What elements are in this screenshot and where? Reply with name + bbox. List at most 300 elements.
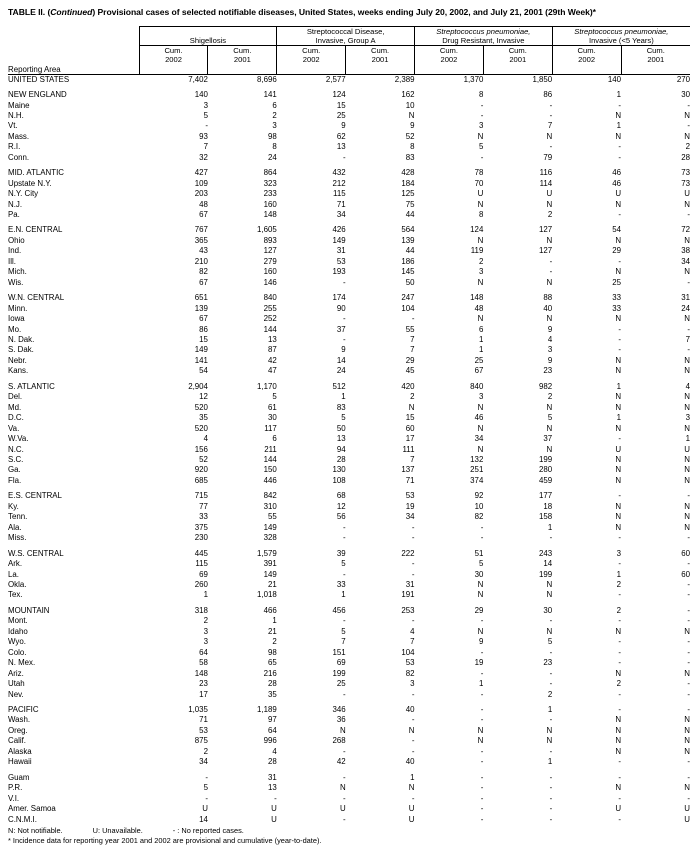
table-row xyxy=(8,335,690,345)
value-cell: 446 xyxy=(263,475,277,485)
header-sub-line1: Cum. xyxy=(302,46,321,56)
value-cell: N xyxy=(477,626,484,636)
value-cell: 73 xyxy=(681,168,690,178)
value-cell: 1 xyxy=(478,679,484,689)
value-cell: - xyxy=(618,793,622,803)
value-cell: 53 xyxy=(405,491,415,501)
value-cell: 9 xyxy=(478,637,484,647)
value-cell: 149 xyxy=(332,235,346,245)
value-cell: 3 xyxy=(547,345,553,355)
value-cell: 52 xyxy=(199,455,208,464)
value-cell: 466 xyxy=(263,605,277,615)
reporting-area-cell: Colo. xyxy=(8,647,27,657)
value-cell: - xyxy=(618,689,622,699)
value-cell: 25 xyxy=(336,679,346,689)
value-cell: 82 xyxy=(405,668,415,678)
value-cell: 2 xyxy=(547,689,553,699)
value-cell: N xyxy=(615,512,622,522)
reporting-area-cell: N. Dak. xyxy=(8,335,35,345)
value-cell: 365 xyxy=(194,235,208,245)
reporting-area-cell: Hawaii xyxy=(8,757,32,767)
value-cell: N xyxy=(684,423,690,433)
reporting-area-cell: Minn. xyxy=(8,303,28,313)
value-cell: 10 xyxy=(405,100,415,110)
value-cell: - xyxy=(480,152,484,162)
reporting-area-cell: Nev. xyxy=(8,689,24,699)
value-cell: 1 xyxy=(547,757,553,767)
value-cell: - xyxy=(687,616,690,626)
value-cell: 24 xyxy=(336,366,346,376)
header-group-line1: Streptococcus pneumoniae, xyxy=(574,26,669,36)
value-cell: 162 xyxy=(401,90,415,100)
value-cell: - xyxy=(687,605,690,615)
value-cell: - xyxy=(480,647,484,657)
header-area-row xyxy=(8,65,690,75)
value-cell: N xyxy=(615,199,622,209)
table-row xyxy=(8,356,690,366)
value-cell: 32 xyxy=(199,152,208,162)
value-cell: 34 xyxy=(199,757,208,767)
value-cell: N xyxy=(684,465,690,475)
value-cell: 7 xyxy=(203,142,208,152)
value-cell: 3 xyxy=(478,121,484,131)
value-cell: 71 xyxy=(336,199,346,209)
table-row xyxy=(8,715,690,725)
reporting-area-cell: Kans. xyxy=(8,366,29,376)
header-sub-line2: 2002 xyxy=(578,55,596,65)
value-cell: - xyxy=(480,100,484,110)
value-cell: 37 xyxy=(336,324,346,334)
value-cell: 92 xyxy=(474,491,484,501)
table-row xyxy=(8,413,690,423)
value-cell: 97 xyxy=(268,715,277,725)
value-cell: - xyxy=(549,746,553,756)
value-cell: 318 xyxy=(194,605,208,615)
value-cell: N xyxy=(615,366,622,376)
table-row xyxy=(8,794,690,804)
reporting-area-cell: Idaho xyxy=(8,626,28,636)
reporting-area-cell: Maine xyxy=(8,100,30,110)
table-row xyxy=(8,815,690,825)
value-cell: N xyxy=(615,402,622,412)
value-cell: 98 xyxy=(268,131,277,141)
value-cell: 33 xyxy=(336,579,346,589)
value-cell: - xyxy=(549,256,553,266)
value-cell: N xyxy=(615,455,622,464)
header-group-line1: Streptococcal Disease, xyxy=(306,26,385,36)
table-header xyxy=(8,26,690,74)
value-cell: N xyxy=(615,392,622,402)
header-spacer xyxy=(277,65,346,75)
value-cell: N xyxy=(684,366,690,376)
value-cell: N xyxy=(408,725,415,735)
value-cell: 5 xyxy=(547,413,553,423)
table-row xyxy=(8,168,690,178)
value-cell: 7 xyxy=(410,335,415,345)
value-cell: N xyxy=(546,725,553,735)
value-cell: 51 xyxy=(474,548,484,558)
value-cell: 15 xyxy=(405,413,415,423)
value-cell: 5 xyxy=(478,142,484,152)
value-cell: N xyxy=(546,131,553,141)
value-cell: 1,170 xyxy=(257,381,277,391)
table-row xyxy=(8,403,690,413)
value-cell: 47 xyxy=(268,366,277,376)
value-cell: U xyxy=(615,804,622,814)
value-cell: - xyxy=(480,533,484,543)
value-cell: 86 xyxy=(543,90,553,100)
value-cell: 44 xyxy=(405,210,415,220)
value-cell: N xyxy=(615,475,622,485)
value-cell: 65 xyxy=(268,658,277,668)
value-cell: 1 xyxy=(203,590,208,600)
value-cell: 28 xyxy=(268,679,277,689)
value-cell: - xyxy=(343,152,346,162)
value-cell: 1,605 xyxy=(257,225,277,235)
page-title xyxy=(8,7,690,19)
value-cell: 323 xyxy=(263,178,277,188)
table-row xyxy=(8,382,690,392)
value-cell: N xyxy=(477,579,484,589)
table-row xyxy=(8,804,690,814)
header-sub-line1: Cum. xyxy=(577,46,596,56)
value-cell: 19 xyxy=(474,658,484,668)
header-sub-line1: Cum. xyxy=(646,46,665,56)
reporting-area-cell: MID. ATLANTIC xyxy=(8,168,64,178)
value-cell: 982 xyxy=(539,381,553,391)
value-cell: - xyxy=(618,335,622,345)
value-cell: 104 xyxy=(401,303,415,313)
title-prefix: TABLE II. ( xyxy=(8,7,51,17)
value-cell: N xyxy=(615,746,622,756)
reporting-area-cell: P.R. xyxy=(8,783,23,793)
header-col-strepa-cum-2001 xyxy=(346,46,415,65)
value-cell: 864 xyxy=(263,168,277,178)
value-cell: 30 xyxy=(681,90,690,100)
value-cell: 5 xyxy=(341,559,346,569)
value-cell: 29 xyxy=(405,355,415,365)
value-cell: 35 xyxy=(199,413,208,423)
value-cell: 3 xyxy=(203,637,208,647)
value-cell: - xyxy=(549,804,553,814)
reporting-area-cell: Ariz. xyxy=(8,668,24,678)
value-cell: 46 xyxy=(612,168,622,178)
value-cell: N xyxy=(684,392,690,402)
table-row xyxy=(8,210,690,220)
value-cell: - xyxy=(618,210,622,220)
value-cell: 39 xyxy=(336,548,346,558)
value-cell: N xyxy=(477,590,484,600)
value-cell: 141 xyxy=(263,90,277,100)
value-cell: N xyxy=(408,783,415,793)
value-cell: 10 xyxy=(474,501,484,511)
value-cell: - xyxy=(618,142,622,152)
reporting-area-cell: Mont. xyxy=(8,616,28,626)
value-cell: 222 xyxy=(401,548,415,558)
value-cell: 31 xyxy=(405,579,415,589)
value-cell: 67 xyxy=(199,210,208,220)
table-body xyxy=(8,74,690,825)
value-cell: 9 xyxy=(547,355,553,365)
table-row xyxy=(8,101,690,111)
value-cell: N xyxy=(615,725,622,735)
header-spacer xyxy=(139,65,208,75)
value-cell: N xyxy=(684,267,690,277)
value-cell: 1 xyxy=(616,90,622,100)
value-cell: - xyxy=(480,804,484,814)
value-cell: - xyxy=(618,152,622,162)
value-cell: - xyxy=(343,277,346,287)
value-cell: - xyxy=(687,533,690,543)
header-col-drugresist-cum-2001 xyxy=(483,46,552,65)
value-cell: - xyxy=(549,267,553,277)
reporting-area-cell: Ky. xyxy=(8,501,19,511)
value-cell: 40 xyxy=(405,704,415,714)
value-cell: N xyxy=(615,783,622,793)
value-cell: 7 xyxy=(410,455,415,464)
value-cell: 4 xyxy=(685,381,690,391)
table-row xyxy=(8,132,690,142)
value-cell: 125 xyxy=(401,189,415,199)
table-row xyxy=(8,658,690,668)
value-cell: - xyxy=(480,715,484,725)
table-row xyxy=(8,757,690,767)
value-cell: 8 xyxy=(478,210,484,220)
value-cell: 6 xyxy=(272,434,277,444)
table-row xyxy=(8,533,690,543)
value-cell: 7,402 xyxy=(188,74,208,84)
value-cell: N xyxy=(684,715,690,725)
value-cell: - xyxy=(618,658,622,668)
value-cell: U xyxy=(684,804,690,814)
value-cell: 456 xyxy=(332,605,346,615)
value-cell: N xyxy=(684,131,690,141)
value-cell: N xyxy=(684,199,690,209)
reporting-area-cell: MOUNTAIN xyxy=(8,605,50,615)
table-row xyxy=(8,590,690,600)
reporting-area-cell: Pa. xyxy=(8,210,20,220)
footnote-n: N: Not notifiable. xyxy=(8,826,63,836)
value-cell: - xyxy=(687,647,690,657)
reporting-area-cell: R.I. xyxy=(8,142,21,152)
value-cell: N xyxy=(546,235,553,245)
value-cell: N xyxy=(684,110,690,120)
value-cell: 199 xyxy=(539,569,553,579)
value-cell: 73 xyxy=(681,178,690,188)
value-cell: U xyxy=(615,444,622,454)
value-cell: 104 xyxy=(401,647,415,657)
value-cell: 23 xyxy=(543,366,553,376)
value-cell: 144 xyxy=(263,455,277,464)
value-cell: N xyxy=(546,423,553,433)
value-cell: - xyxy=(549,616,553,626)
value-cell: U xyxy=(339,804,346,814)
value-cell: 310 xyxy=(263,501,277,511)
value-cell: 191 xyxy=(401,590,415,600)
value-cell: 124 xyxy=(332,90,346,100)
reporting-area-cell: Ala. xyxy=(8,522,22,532)
reporting-area-cell: Iowa xyxy=(8,314,25,324)
value-cell: 69 xyxy=(199,569,208,579)
value-cell: - xyxy=(343,314,346,324)
value-cell: 216 xyxy=(263,668,277,678)
table-row xyxy=(8,345,690,355)
value-cell: N xyxy=(615,501,622,511)
value-cell: 186 xyxy=(401,256,415,266)
header-spacer xyxy=(415,65,484,75)
value-cell: 459 xyxy=(539,475,553,485)
table-row xyxy=(8,445,690,455)
value-cell: N xyxy=(477,314,484,324)
table-row xyxy=(8,111,690,121)
value-cell: 328 xyxy=(263,533,277,543)
value-cell: 21 xyxy=(268,579,277,589)
value-cell: N xyxy=(546,590,553,600)
reporting-area-cell: Del. xyxy=(8,392,23,402)
header-spacer xyxy=(208,65,277,75)
value-cell: N xyxy=(615,715,622,725)
table-row xyxy=(8,200,690,210)
value-cell: 132 xyxy=(470,455,484,464)
value-cell: 55 xyxy=(268,512,277,522)
table-row xyxy=(8,434,690,444)
value-cell: 1,189 xyxy=(257,704,277,714)
value-cell: - xyxy=(687,559,690,569)
value-cell: 8 xyxy=(478,90,484,100)
value-cell: 1,018 xyxy=(257,590,277,600)
value-cell: 156 xyxy=(194,444,208,454)
table-row xyxy=(8,669,690,679)
header-sub-line2: 2002 xyxy=(165,55,182,65)
table-row xyxy=(8,549,690,559)
value-cell: - xyxy=(618,100,622,110)
value-cell: 1,579 xyxy=(257,548,277,558)
value-cell: 60 xyxy=(681,569,690,579)
value-cell: 151 xyxy=(332,647,346,657)
value-cell: 427 xyxy=(194,168,208,178)
value-cell: 60 xyxy=(405,423,415,433)
value-cell: 72 xyxy=(681,225,690,235)
value-cell: 127 xyxy=(539,225,553,235)
value-cell: 3 xyxy=(203,100,208,110)
value-cell: 8 xyxy=(272,142,277,152)
value-cell: - xyxy=(687,345,690,355)
value-cell: 23 xyxy=(543,658,553,668)
value-cell: 42 xyxy=(268,355,277,365)
value-cell: 160 xyxy=(263,199,277,209)
value-cell: N xyxy=(546,402,553,412)
reporting-area-cell: N. Mex. xyxy=(8,658,36,668)
value-cell: 243 xyxy=(539,548,553,558)
value-cell: - xyxy=(549,100,553,110)
value-cell: - xyxy=(618,757,622,767)
value-cell: N xyxy=(684,314,690,324)
value-cell: 13 xyxy=(336,434,346,444)
value-cell: 279 xyxy=(263,256,277,266)
value-cell: 4 xyxy=(410,626,415,636)
value-cell: 3 xyxy=(616,548,622,558)
value-cell: 2 xyxy=(203,616,208,626)
value-cell: 148 xyxy=(194,668,208,678)
value-cell: 199 xyxy=(332,668,346,678)
value-cell: - xyxy=(411,314,415,324)
value-cell: - xyxy=(205,121,208,131)
value-cell: 2,577 xyxy=(325,74,346,84)
table-row xyxy=(8,502,690,512)
value-cell: 148 xyxy=(263,210,277,220)
reporting-area-cell: S. ATLANTIC xyxy=(8,381,55,391)
value-cell: - xyxy=(480,814,484,824)
table-row xyxy=(8,491,690,501)
value-cell: N xyxy=(477,725,484,735)
header-group-strep-pneumoniae-under5 xyxy=(552,26,690,46)
value-cell: 1 xyxy=(616,569,622,579)
reporting-area-cell: Ohio xyxy=(8,235,25,245)
value-cell: 19 xyxy=(405,501,415,511)
value-cell: 28 xyxy=(268,757,277,767)
reporting-area-cell: PACIFIC xyxy=(8,704,39,714)
value-cell: N xyxy=(615,465,622,475)
value-cell: 280 xyxy=(539,465,553,475)
table-row xyxy=(8,424,690,434)
value-cell: - xyxy=(687,324,690,334)
value-cell: - xyxy=(687,277,690,287)
value-cell: 54 xyxy=(199,366,208,376)
value-cell: - xyxy=(549,647,553,657)
table-row xyxy=(8,225,690,235)
reporting-area-cell: Mich. xyxy=(8,267,27,277)
value-cell: 37 xyxy=(543,434,553,444)
value-cell: 53 xyxy=(199,725,208,735)
value-cell: - xyxy=(549,715,553,725)
value-cell: 139 xyxy=(401,235,415,245)
value-cell: 4 xyxy=(547,335,553,345)
value-cell: 61 xyxy=(268,402,277,412)
value-cell: 50 xyxy=(336,423,346,433)
table-row xyxy=(8,257,690,267)
value-cell: 36 xyxy=(336,715,346,725)
table-row xyxy=(8,736,690,746)
value-cell: - xyxy=(687,491,690,501)
value-cell: 2 xyxy=(616,605,622,615)
value-cell: 14 xyxy=(199,814,208,824)
header-col-strepa-cum-2002 xyxy=(277,46,346,65)
reporting-area-cell: Alaska xyxy=(8,746,32,756)
value-cell: 40 xyxy=(543,303,553,313)
table-row xyxy=(8,512,690,522)
value-cell: 67 xyxy=(199,314,208,324)
value-cell: 108 xyxy=(332,475,346,485)
value-cell: 17 xyxy=(199,689,208,699)
value-cell: - xyxy=(687,689,690,699)
value-cell: - xyxy=(480,772,484,782)
value-cell: N xyxy=(546,736,553,746)
value-cell: 512 xyxy=(332,381,346,391)
value-cell: 145 xyxy=(401,267,415,277)
value-cell: 141 xyxy=(194,355,208,365)
value-cell: - xyxy=(411,793,415,803)
value-cell: 9 xyxy=(547,324,553,334)
header-group-line1: Streptococcus pneumoniae, xyxy=(436,26,531,36)
value-cell: - xyxy=(687,210,690,220)
value-cell: 252 xyxy=(263,314,277,324)
value-cell: 247 xyxy=(401,293,415,303)
value-cell: 2 xyxy=(478,256,484,266)
value-cell: 13 xyxy=(336,142,346,152)
value-cell: 70 xyxy=(474,178,484,188)
value-cell: - xyxy=(618,647,622,657)
value-cell: 5 xyxy=(203,110,208,120)
